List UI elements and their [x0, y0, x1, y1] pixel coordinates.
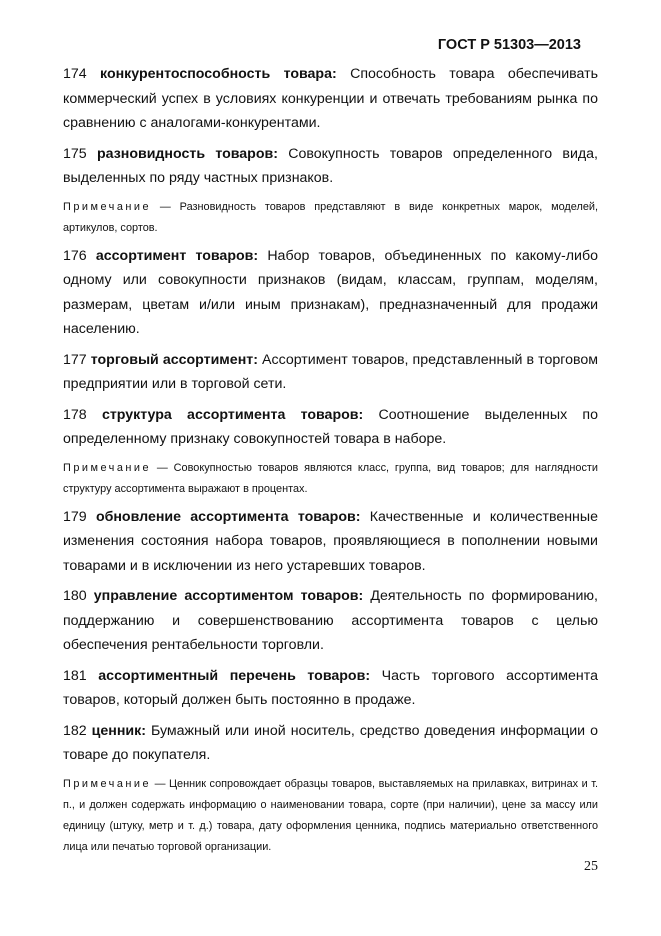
entry-term: ценник: — [91, 722, 146, 739]
document-body — [63, 62, 598, 863]
term-entry-176 — [63, 244, 598, 342]
page-number: 25 — [584, 859, 598, 874]
note-label: Примечание — [63, 200, 152, 213]
entry-term: торговый ассортимент: — [90, 351, 258, 368]
term-entry-178 — [63, 403, 598, 452]
entry-definition: Способность товара обеспечивать коммерческий успех в условиях конкуренции и отвечать требованиям рынка по сравнению с аналогами-конкурентами. — [63, 66, 598, 131]
note-text: — Разновидность товаров представляют в виде конкретных марок, моделей, артикулов, сортов. — [63, 200, 598, 234]
entry-number: 179 — [63, 508, 87, 525]
note-label: Примечание — [63, 777, 152, 790]
term-entry-182 — [63, 719, 598, 768]
note-182 — [63, 774, 598, 858]
entry-term: ассортиментный перечень товаров: — [98, 667, 371, 684]
term-entry-177 — [63, 348, 598, 397]
note-text: — Ценник сопровождает образцы товаров, выставляемых на прилавках, витринах и т. п., и должен содержать информацию о наименовании товара, сорте (при наличии), цене за массу или единицу (штуку, метр и т. д.) товара, дату оформления ценника, подпись материально ответственного лица или печатью торговой организации. — [63, 777, 598, 853]
entry-term: управление ассортиментом товаров: — [93, 588, 364, 604]
term-entry-180 — [63, 584, 598, 658]
entry-number: 180 — [63, 588, 87, 604]
entry-number: 175 — [63, 145, 87, 162]
document-header: ГОСТ Р 51303—2013 — [437, 37, 581, 53]
term-entry-179 — [63, 505, 598, 579]
entry-number: 177 — [63, 351, 87, 368]
entry-term: обновление ассортимента товаров: — [95, 508, 361, 525]
entry-definition: Ассортимент товаров, представленный в торговом предприятии или в торговой сети. — [63, 351, 599, 392]
note-178 — [63, 458, 598, 500]
entry-definition: Набор товаров, объединенных по какому-либо одному или совокупности признаков (видам, классам, группам, моделям, размерам, цветам и/или иным признакам), предназначенный для продажи населению. — [63, 247, 598, 337]
entry-definition: Качественные и количественные изменения состояния набора товаров, проявляющиеся в пополнении новыми товарами и в исключении из него устаревших товаров. — [63, 508, 598, 574]
entry-number: 181 — [63, 667, 87, 684]
entry-number: 174 — [63, 66, 87, 82]
entry-definition: Совокупность товаров определенного вида, выделенных по ряду частных признаков. — [63, 145, 598, 186]
entry-number: 176 — [63, 247, 87, 264]
entry-term: разновидность товаров: — [96, 145, 278, 162]
entry-definition: Соотношение выделенных по определенному признаку совокупностей товара в наборе. — [63, 406, 598, 447]
note-175 — [63, 197, 598, 239]
entry-term: ассортимент товаров: — [95, 247, 259, 264]
note-text: — Совокупностью товаров являются класс, группа, вид товаров; для наглядности структуру ассортимента выражают в процентах. — [63, 461, 599, 495]
entry-definition: Деятельность по формированию, поддержанию и совершенствованию ассортимента товаров с целью обеспечения рентабельности торговли. — [63, 588, 598, 653]
term-entry-181 — [63, 664, 598, 713]
term-entry-174 — [63, 62, 598, 136]
entry-term: конкурентоспособность товара: — [100, 66, 337, 82]
entry-number: 182 — [63, 722, 87, 739]
entry-definition: Бумажный или иной носитель, средство доведения информации о товаре до покупателя. — [63, 722, 598, 763]
entry-number: 178 — [63, 406, 87, 423]
entry-definition: Часть торгового ассортимента товаров, который должен быть постоянно в продаже. — [63, 667, 598, 708]
term-entry-175 — [63, 142, 598, 191]
note-label: Примечание — [63, 461, 152, 474]
entry-term: структура ассортимента товаров: — [101, 406, 364, 423]
